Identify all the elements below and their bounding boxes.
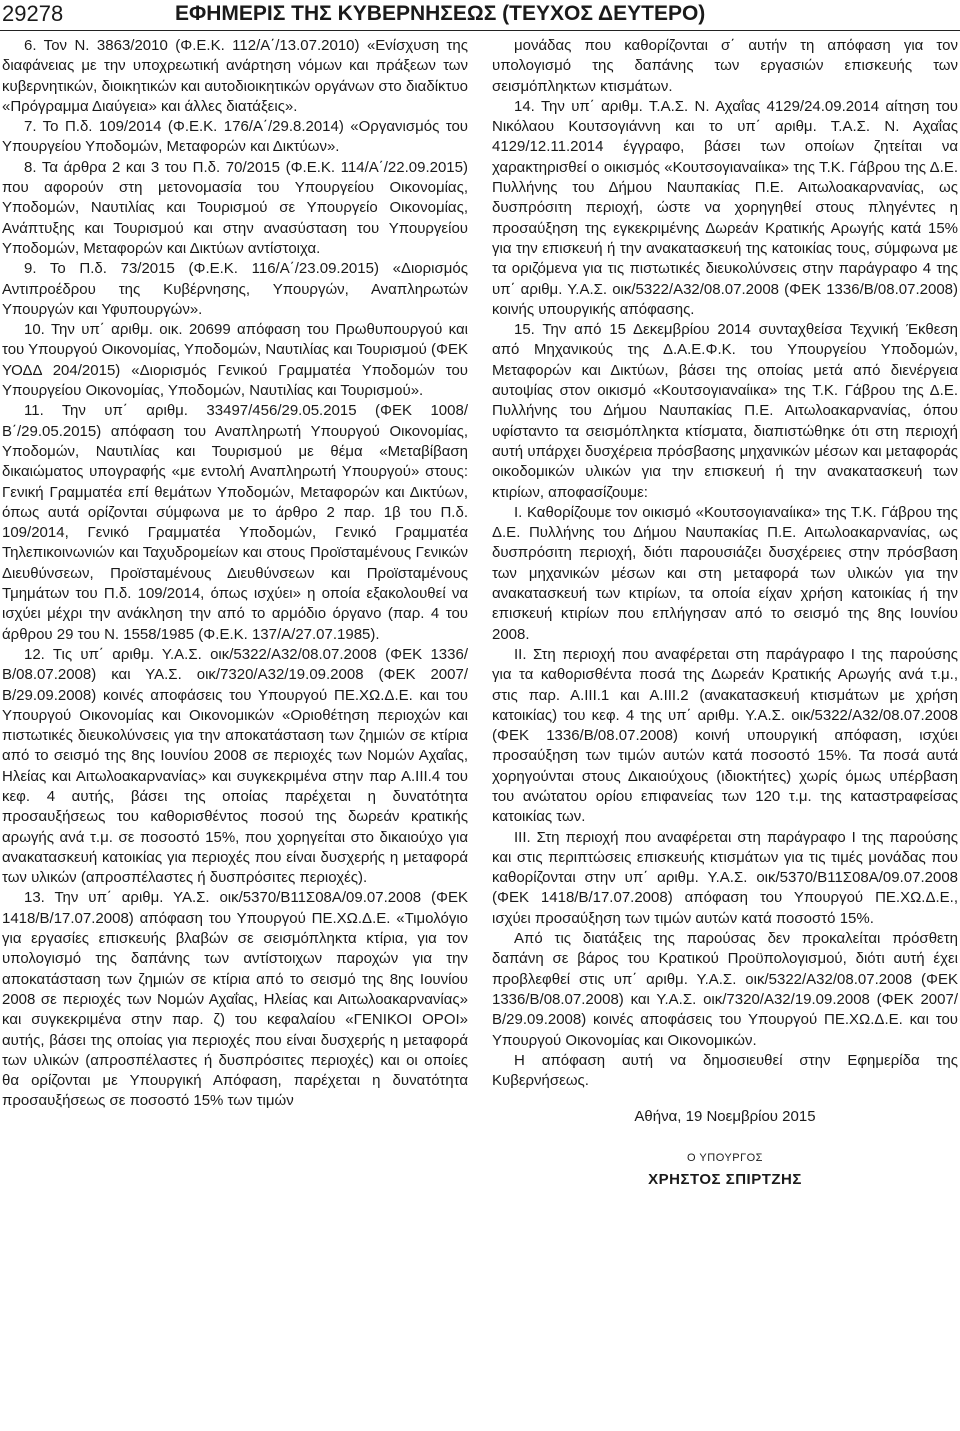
page-number: 29278 <box>2 1 64 26</box>
paragraph: Ι. Καθορίζουμε τον οικισμό «Κουτσογιαναίικα» της Τ.Κ. Γάβρου της Δ.Ε. Πυλλήνης του Δήμου Ναυπακίας Π.Ε. Αιτωλοακαρνανίας, ως δυσπρόσιτη περιοχή, διότι παρουσιάζει δυσχέρειες στην πρόσβαση των μηχανικών μέσων και στη μεταφορά των υλικών για την ανακατασκευή των κτιρίων, τα οποία είχαν χρήση κατοικίας ή την επισκευή κτιρίων που επλήγησαν από το σεισμό της 8ης Ιουνίου 2008. <box>492 503 958 643</box>
paragraph: 14. Την υπ΄ αριθμ. Τ.Α.Σ. Ν. Αχαΐας 4129/24.09.2014 αίτηση του Νικόλαου Κουτσογιάννη και το υπ΄ αριθμ. Τ.Α.Σ. Ν. Αχαΐας 4129/12.11.2014 έγγραφο, βάσει των οποίων ζητείται να χαρακτηρισθεί ο οικισμός «Κουτσογιαναίικα» της Τ.Κ. Γάβρου της Δ.Ε. Πυλλήνης του Δήμου Ναυπακίας Π.Ε. Αιτωλοακαρνανίας, ως δυσπρόσιτη περιοχή, ώστε να χορηγηθεί στους πληγέντες η προσαύξηση της εγκεκριμένης Δωρεάν Κρατικής Αρωγής κατά 15% για την επισκευή ή την ανακατασκευή της κατοικίας τους, σύμφωνα με τα οριζόμενα για τις πιστωτικές διευκολύνσεις στην παράγραφο 4 της υπ΄ αριθμ. Υ.Α.Σ. οικ/5322/Α32/08.07.2008 (ΦΕΚ 1336/Β/08.07.2008) κοινής υπουργικής απόφασης. <box>492 97 958 318</box>
signature-name: ΧΡΗΣΤΟΣ ΣΠΙΡΤΖΗΣ <box>648 1170 802 1188</box>
paragraph: 9. Το Π.δ. 73/2015 (Φ.Ε.Κ. 116/Α΄/23.09.2015) «Διορισμός Αντιπροέδρου της Κυβέρνησης, Υπουργών, Αναπληρωτών Υπουργών και Υφυπουργών». <box>2 260 468 318</box>
left-column <box>2 36 468 1428</box>
paragraph: ΙΙΙ. Στη περιοχή που αναφέρεται στη παράγραφο Ι της παρούσης και στις περιπτώσεις επισκευής κτισμάτων για τις τιμές μονάδας που καθορίζονται στην υπ΄ αριθμ. Υ.Α.Σ. οικ/5370/Β11Σ08Α/09.07.2008 (ΦΕΚ 1418/Β/17.07.2008) απόφαση του Υπουργού ΠΕ.ΧΩ.Δ.Ε., ισχύει προσαύξηση των τιμών αυτών κατά ποσοστό 15%. <box>492 828 958 927</box>
paragraph: Η απόφαση αυτή να δημοσιευθεί στην Εφημερίδα της Κυβερνήσεως. <box>492 1051 958 1090</box>
paragraph: 6. Τον Ν. 3863/2010 (Φ.Ε.Κ. 112/Α΄/13.07.2010) «Ενίσχυση της διαφάνειας με την υποχρεωτική ανάρτηση νόμων και πράξεων των κυβερνητικών, διοικητικών και αυτοδιοικητικών οργάνων στο διαδίκτυο «Πρόγραμμα Διαύγεια» και άλλες διατάξεις». <box>2 37 468 115</box>
paragraph: ΙΙ. Στη περιοχή που αναφέρεται στη παράγραφο Ι της παρούσης για τα καθορισθέντα ποσά της Δωρεάν Κρατικής Αρωγής ανά τ.μ., στις παρ. Α.ΙΙΙ.1 και Α.ΙΙΙ.2 (ανακατασκευή κτισμάτων με χρήση κατοικίας) του κεφ. 4 της υπ΄ αριθμ. Υ.Α.Σ. οικ/5322/Α32/08.07.2008 (ΦΕΚ 1336/Β/08.07.2008) κοινή υπουργική απόφαση, ισχύει προσαύξηση των τιμών αυτών κατά ποσοστό 15%. Τα ποσά αυτά χορηγούνται στους Δικαιούχους (ιδιοκτήτες) χωρίς όμως υπέρβαση του ανώτατου ορίου επιφανείας των 120 τ.μ. της καταστραφείσας κατοικίας των. <box>492 645 958 826</box>
signature-place-date: Αθήνα, 19 Νοεμβρίου 2015 <box>634 1108 816 1126</box>
paragraph: 15. Την από 15 Δεκεμβρίου 2014 συνταχθείσα Τεχνική Έκθεση από Μηχανικούς της Δ.Α.Ε.Φ.Κ. του Υπουργείου Υποδομών, Μεταφορών και Δικτύων, βάσει της οποίας μετά από διενέργεια αυτοψίας στον οικισμό «Κουτσογιαναίικα» της Τ.Κ. Γάβρου της Δ.Ε. Πυλλήνης του Δήμου Ναυπακίας Π.Ε. Αιτωλοακαρνανίας, όπου υφίσταντο τα σεισμόπληκτα κτίσματα, διαπιστώθηκε ότι στη περιοχή αυτή υπάρχει δυσχέρεια πρόσβασης μηχανικών μέσων και μεταφοράς οικοδομικών υλικών για την επισκευή ή την ανακατασκευή των κτιρίων, αποφασίζουμε: <box>492 321 958 501</box>
document-body <box>0 36 960 1428</box>
paragraph: 11. Την υπ΄ αριθμ. 33497/456/29.05.2015 (ΦΕΚ 1008/Β΄/29.05.2015) απόφαση του Αναπληρωτή Υπουργού Οικονομίας, Υποδομών, Ναυτιλίας και Τουρισμού με θέμα «Μεταβίβαση δικαιώματος υπογραφής «με εντολή Αναπληρωτή Υπουργού» στους: Γενική Γραμματέα επί θεμάτων Υποδομών, Μεταφορών και Δικτύων, όπως αυτά ορίζονται σύμφωνα με το άρθρο 2 παρ. 1β του Π.δ. 109/2014, Γενικό Γραμματέα Υποδομών, Γενικό Γραμματέα Τηλεπικοινωνιών και Ταχυδρομείων και στους Προϊσταμένους Γενικών Διευθύνσεων, Προϊσταμένους Διευθύνσεων και Προϊσταμένους Τμημάτων του Π.δ. 109/2014, όπως ισχύει» η οποία εξακολουθεί να ισχύει μέχρι την ανάκληση την από το αρμόδιο όργανο (παρ. 4 του άρθρου 29 του Ν. 1558/1985 (Φ.Ε.Κ. 137/Α/27.07.1985). <box>2 402 468 643</box>
right-column <box>492 36 958 1428</box>
page-header <box>0 0 960 30</box>
paragraph: 12. Τις υπ΄ αριθμ. Υ.Α.Σ. οικ/5322/Α32/08.07.2008 (ΦΕΚ 1336/Β/08.07.2008) και ΥΑ.Σ. οικ/7320/Α32/19.09.2008 (ΦΕΚ 2007/Β/29.09.2008) κοινές αποφάσεις του Υπουργού ΠΕ.ΧΩ.Δ.Ε. και του Υπουργού Οικονομίας και Οικονομικών «Οριοθέτηση περιοχών και πιστωτικές διευκολύνσεις για την αποκατάσταση των ζημιών σε κτίρια από το σεισμό της 8ης Ιουνίου 2008 σε περιοχές των Νομών Αχαΐας, Ηλείας και Αιτωλοακαρνανίας» και συγκεκριμένα στην παρ Α.ΙΙΙ.4 του κεφ. 4 αυτής, βάσει της οποίας παρέχεται η δυνατότητα προσαυξήσεως του καθορισθέντος ποσού της δωρεάν κρατικής αρωγής ανά τ.μ. σε ποσοστό 15%, που χορηγείται στο δικαιούχο για ανακατασκευή κατοικίας για περιοχές που είναι δυσχερής η μεταφορά των υλικών (απροσπέλαστες ή δυσπρόσιτες περιοχές). <box>2 645 468 887</box>
gazette-title: ΕΦΗΜΕΡΙΣ ΤΗΣ ΚΥΒΕΡΝΗΣΕΩΣ (ΤΕΥΧΟΣ ΔΕΥΤΕΡΟ) <box>175 2 706 25</box>
header-divider <box>0 30 960 31</box>
paragraph: 10. Την υπ΄ αριθμ. οικ. 20699 απόφαση του Πρωθυπουργού και του Υπουργού Οικονομίας, Υποδομών, Ναυτιλίας και Τουρισμού (ΦΕΚ ΥΟΔΔ 204/2015) «Διορισμός Γενικού Γραμματέα Υποδομών του Υπουργείου Οικονομίας, Υποδομών, Ναυτιλίας και Τουρισμού». <box>2 321 468 400</box>
paragraph: 8. Τα άρθρα 2 και 3 του Π.δ. 70/2015 (Φ.Ε.Κ. 114/Α΄/22.09.2015) που αφορούν στη μετονομασία του Υπουργείου Οικονομίας, Υποδομών, Ναυτιλίας και Τουρισμού σε Υπουργείο Οικονομίας, Ανάπτυξης και Τουρισμού και στην ανασύσταση του Υπουργείου Υποδομών, Μεταφορών και Δικτύων αντίστοιχα. <box>2 158 468 257</box>
paragraph: 7. Το Π.δ. 109/2014 (Φ.Ε.Κ. 176/Α΄/29.8.2014) «Οργανισμός του Υπουργείου Υποδομών, Μεταφορών και Δικτύων». <box>2 118 468 156</box>
paragraph: μονάδας που καθορίζονται σ΄ αυτήν τη απόφαση για τον υπολογισμό της δαπάνης των εργασιών επισκευής των σεισμόπληκτων κτισμάτων. <box>492 37 958 95</box>
paragraph: 13. Την υπ΄ αριθμ. ΥΑ.Σ. οικ/5370/Β11Σ08Α/09.07.2008 (ΦΕΚ 1418/Β/17.07.2008) απόφαση του Υπουργού ΠΕ.ΧΩ.Δ.Ε. «Τιμολόγιο για εργασίες επισκευής βλαβών σε σεισμόπληκτα κτίρια, για τον υπολογισμό της δαπάνης των αντίστοιχων παροχών για την αποκατάσταση των ζημιών σε κτίρια από το σεισμό της 8ης Ιουνίου 2008 σε περιοχές των Νομών Αχαΐας, Ηλείας και Αιτωλοακαρνανίας» και συγκεκριμένα στην παρ. ζ) του κεφαλαίου «ΓΕΝΙΚΟΙ ΟΡΟΙ» αυτής, βάσει της οποίας για περιοχές που είναι δυσχερής η μεταφορά των υλικών (απροσπέλαστες ή δυσπρόσιτες περιοχές) και οι οποίες θα ορίζονται με Υπουργική Απόφαση, παρέχεται η δυνατότητα προσαυξήσεως σε ποσοστό 15% των τιμών <box>2 889 468 1110</box>
paragraph: Από τις διατάξεις της παρούσας δεν προκαλείται πρόσθετη δαπάνη σε βάρος του Κρατικού Προϋπολογισμού, διότι αυτή έχει προβλεφθεί στις υπ΄ αριθμ. Υ.Α.Σ. οικ/5322/Α32/08.07.2008 (ΦΕΚ 1336/Β/08.07.2008) και Υ.Α.Σ. οικ/7320/Α32/19.09.2008 (ΦΕΚ 2007/Β/29.09.2008) κοινές αποφάσεις του Υπουργού ΠΕ.ΧΩ.Δ.Ε. και του Υπουργού Οικονομίας και Οικονομικών. <box>492 930 958 1049</box>
signature-role: Ο ΥΠΟΥΡΓΟΣ <box>687 1151 763 1164</box>
